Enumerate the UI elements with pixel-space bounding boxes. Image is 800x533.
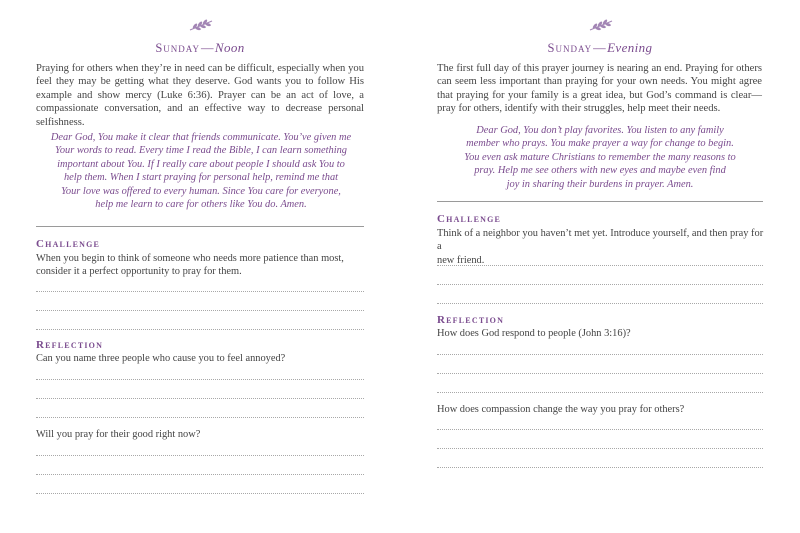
challenge-line: Think of a neighbor you haven’t met yet. Introduce yourself, and then pray for a bbox=[437, 228, 764, 253]
prayer-line: help me learn to care for others like You do. Amen. bbox=[95, 199, 307, 211]
reflection-question-2: Will you pray for their good right now? bbox=[36, 429, 201, 440]
writing-line[interactable] bbox=[437, 392, 763, 393]
prayer-line: joy in sharing their burdens in prayer. Amen. bbox=[506, 178, 694, 190]
writing-line[interactable] bbox=[36, 291, 364, 292]
challenge-label: Challenge bbox=[437, 213, 502, 225]
title-separator: — bbox=[593, 41, 607, 55]
writing-line[interactable] bbox=[437, 448, 763, 449]
writing-line[interactable] bbox=[437, 303, 763, 304]
writing-line[interactable] bbox=[437, 354, 763, 355]
prayer-line: Your love was offered to every human. Since You care for everyone, bbox=[61, 185, 341, 197]
writing-line[interactable] bbox=[437, 265, 763, 266]
writing-line[interactable] bbox=[437, 467, 763, 468]
writing-line[interactable] bbox=[36, 329, 364, 330]
writing-line[interactable] bbox=[36, 493, 364, 494]
challenge-line: When you begin to think of someone who needs more patience than most, bbox=[36, 253, 344, 264]
writing-line[interactable] bbox=[36, 455, 364, 456]
writing-line[interactable] bbox=[36, 310, 364, 311]
prayer-line: Your words to read. Every time I read the Bible, I can learn something bbox=[55, 145, 347, 157]
intro-paragraph: Praying for others when they’re in need can be difficult, especially when you feel they may be getting what they deserve. God wants you to follow His example and show mercy (Luke 6:36). Prayer can be an act of love, a compassionate conversation, and an effective way to decrease personal selfishness. bbox=[36, 63, 364, 128]
intro-paragraph: The first full day of this prayer journey is nearing an end. Praying for others can seem less important than praying for your own needs. You might agree that praying for your family is a great idea, but God’s command is clear—pray for others, identify with their struggles, help meet their needs. bbox=[437, 63, 762, 115]
leaf-sprig-icon bbox=[588, 18, 614, 32]
writing-line[interactable] bbox=[36, 474, 364, 475]
prayer-line: Dear God, You don’t play favorites. You listen to any family bbox=[476, 125, 724, 136]
prayer-line: important about You. If I really care about people I should ask You to bbox=[57, 158, 345, 170]
title-day: Sunday bbox=[155, 41, 200, 55]
challenge-label: Challenge bbox=[36, 238, 101, 250]
title-time: Noon bbox=[214, 40, 245, 55]
challenge-text bbox=[36, 252, 366, 279]
writing-line[interactable] bbox=[437, 284, 763, 285]
writing-line[interactable] bbox=[36, 379, 364, 380]
page-title bbox=[400, 40, 800, 56]
reflection-question-1: Can you name three people who cause you to feel annoyed? bbox=[36, 353, 286, 364]
writing-line[interactable] bbox=[36, 417, 364, 418]
writing-line[interactable] bbox=[437, 373, 763, 374]
prayer-line: pray. Help me see others with new eyes and maybe even find bbox=[474, 165, 726, 177]
challenge-line: consider it a perfect opportunity to pray for them. bbox=[36, 266, 242, 278]
challenge-line: new friend. bbox=[437, 254, 485, 266]
section-divider bbox=[437, 201, 763, 202]
reflection-label: Reflection bbox=[437, 314, 505, 326]
page-title bbox=[0, 40, 400, 56]
leaf-sprig-icon bbox=[188, 18, 214, 32]
prayer-block bbox=[458, 124, 742, 191]
section-divider bbox=[36, 226, 364, 227]
prayer-line: member who prays. You make prayer a way for change to begin. bbox=[466, 138, 734, 150]
reflection-question-1: How does God respond to people (John 3:16)? bbox=[437, 328, 631, 339]
reflection-question-2: How does compassion change the way you pray for others? bbox=[437, 404, 685, 415]
challenge-text bbox=[437, 227, 767, 267]
right-page bbox=[400, 0, 800, 533]
writing-line[interactable] bbox=[437, 429, 763, 430]
writing-line[interactable] bbox=[36, 398, 364, 399]
title-time: Evening bbox=[607, 40, 653, 55]
prayer-block bbox=[48, 131, 354, 211]
prayer-line: You even ask mature Christians to remember the many reasons to bbox=[464, 151, 736, 163]
prayer-line: help them. When I start praying for personal help, remind me that bbox=[63, 172, 339, 184]
title-separator: — bbox=[200, 41, 214, 55]
reflection-label: Reflection bbox=[36, 339, 104, 351]
prayer-line: Dear God, You make it clear that friends communicate. You’ve given me bbox=[50, 132, 352, 143]
title-day: Sunday bbox=[547, 41, 593, 55]
